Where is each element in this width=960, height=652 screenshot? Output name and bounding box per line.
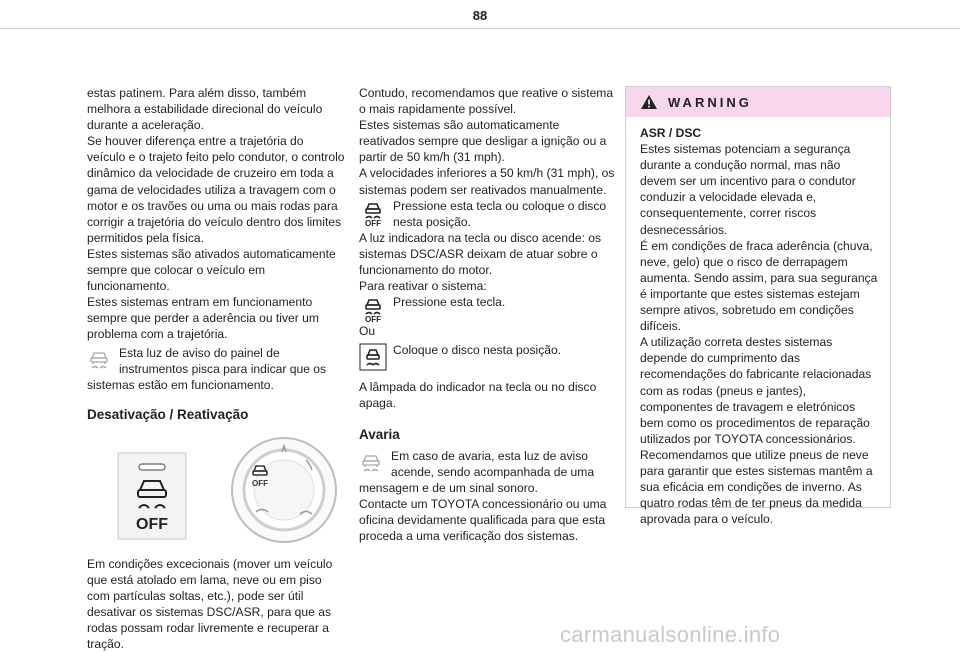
illustrations bbox=[87, 436, 345, 546]
skid-warning-icon bbox=[359, 450, 383, 474]
paragraph: É em condições de fraca aderência (chuva, neve, gelo) que o risco de derrapagem aumenta. Sendo assim, para sua segurança é importante que estes sistemas estejam sempre ativos, sobretudo em condições difíceis. bbox=[640, 238, 878, 334]
dial-off-label: OFF bbox=[252, 478, 268, 488]
paragraph: Contacte um TOYOTA concessionário ou uma oficina devidamente qualificada para que esta proceda a uma verificação dos sistemas. bbox=[359, 496, 607, 543]
paragraph: Pressione esta tecla ou coloque o disco nesta posição. bbox=[393, 198, 607, 229]
warning-title: WARNING bbox=[668, 94, 752, 110]
paragraph: Estes sistemas entram em funcionamento sempre que perder a aderência ou tiver um problema com a trajetória. bbox=[87, 295, 319, 342]
warning-subtitle: ASR / DSC bbox=[640, 126, 702, 140]
warning-box bbox=[625, 86, 891, 527]
column-middle bbox=[359, 85, 617, 544]
paragraph: A lâmpada do indicador na tecla ou no disco apaga. bbox=[359, 380, 597, 411]
skid-warning-icon bbox=[87, 347, 111, 371]
paragraph: Em condições excecionais (mover um veículo que está atolado em lama, neve ou em piso com partículas soltas, etc.), pode ser útil desativar os sistemas DSC/ASR, para que as rodas possam rodar livremente e recuperar a tração. bbox=[87, 556, 333, 652]
icon-off-label: OFF bbox=[365, 218, 381, 227]
paragraph: Estes sistemas potenciam a segurança durante a condução normal, mas não devem ser um incentivo para o condutor conduzir a velocidade elevada e, consequentemente, correr riscos desnecessários. bbox=[640, 142, 856, 237]
paragraph: Ou bbox=[359, 324, 376, 339]
paragraph: Estes sistemas são automaticamente reativados sempre que desligar a ignição ou a partir de 50 km/h (31 mph). bbox=[359, 118, 607, 165]
page-number: 88 bbox=[472, 8, 488, 23]
paragraph: Estes sistemas são ativados automaticamente sempre que colocar o veículo em funcionamento. bbox=[87, 246, 336, 294]
header-rule bbox=[0, 28, 960, 29]
column-left bbox=[87, 85, 345, 652]
paragraph: Recomendamos que utilize pneus de neve para garantir que estes sistemas mantêm a sua eficácia em condições de inverno. As quatro rodas têm de ter pneus da medida aprovada para o veículo. bbox=[640, 447, 873, 527]
paragraph: Para reativar o sistema: bbox=[359, 279, 487, 294]
warning-triangle-icon bbox=[640, 94, 658, 110]
dsc-off-button-illustration bbox=[117, 452, 187, 540]
paragraph: A luz indicadora na tecla ou disco acende: os sistemas DSC/ASR deixam de atuar sobre o funcionamento do motor. bbox=[359, 230, 602, 278]
paragraph: Contudo, recomendamos que reative o sistema o mais rapidamente possível. bbox=[359, 86, 614, 117]
paragraph: A utilização correta destes sistemas depende do cumprimento das recomendações do fabricante relacionadas com as rodas (pneus e jantes), componentes de travagem e eletrónicos bem como os procedimentos de reparação utilizados por TOYOTA concessionários. bbox=[640, 335, 872, 446]
warning-header bbox=[626, 87, 890, 117]
dial-position-icon bbox=[359, 343, 387, 371]
drive-mode-dial-illustration bbox=[230, 436, 338, 544]
watermark: carmanualsonline.info bbox=[560, 622, 781, 647]
off-label: OFF bbox=[136, 515, 168, 533]
paragraph: Em caso de avaria, esta luz de aviso acende, sendo acompanhada de uma mensagem e de um sinal sonoro. bbox=[359, 448, 595, 495]
paragraph: Esta luz de aviso do painel de instrumentos pisca para indicar que os sistemas estão em funcionamento. bbox=[87, 345, 327, 392]
paragraph: Pressione esta tecla. bbox=[393, 295, 506, 310]
dsc-off-icon bbox=[359, 199, 387, 227]
paragraph: A velocidades inferiores a 50 km/h (31 mph), os sistemas podem ser reativados manualmente. bbox=[359, 166, 615, 197]
icon-off-label: OFF bbox=[365, 315, 381, 324]
paragraph: Coloque o disco nesta posição. bbox=[393, 343, 562, 358]
section-heading: Desativação / Reativação bbox=[87, 406, 249, 422]
paragraph: estas patinem. Para além disso, também melhora a estabilidade direcional do veículo durante a aceleração. bbox=[87, 86, 323, 133]
dsc-off-icon bbox=[359, 295, 387, 323]
paragraph: Se houver diferença entre a trajetória do veículo e o trajeto feito pelo condutor, o controlo dinâmico da velocidade de cruzeiro em toda a gama de velocidades utiliza a travagem com o motor e os travões ou uma ou mais rodas para corrigir a trajetória do veículo dentro dos limites permitidos pela física. bbox=[87, 134, 345, 245]
section-heading: Avaria bbox=[359, 426, 400, 442]
